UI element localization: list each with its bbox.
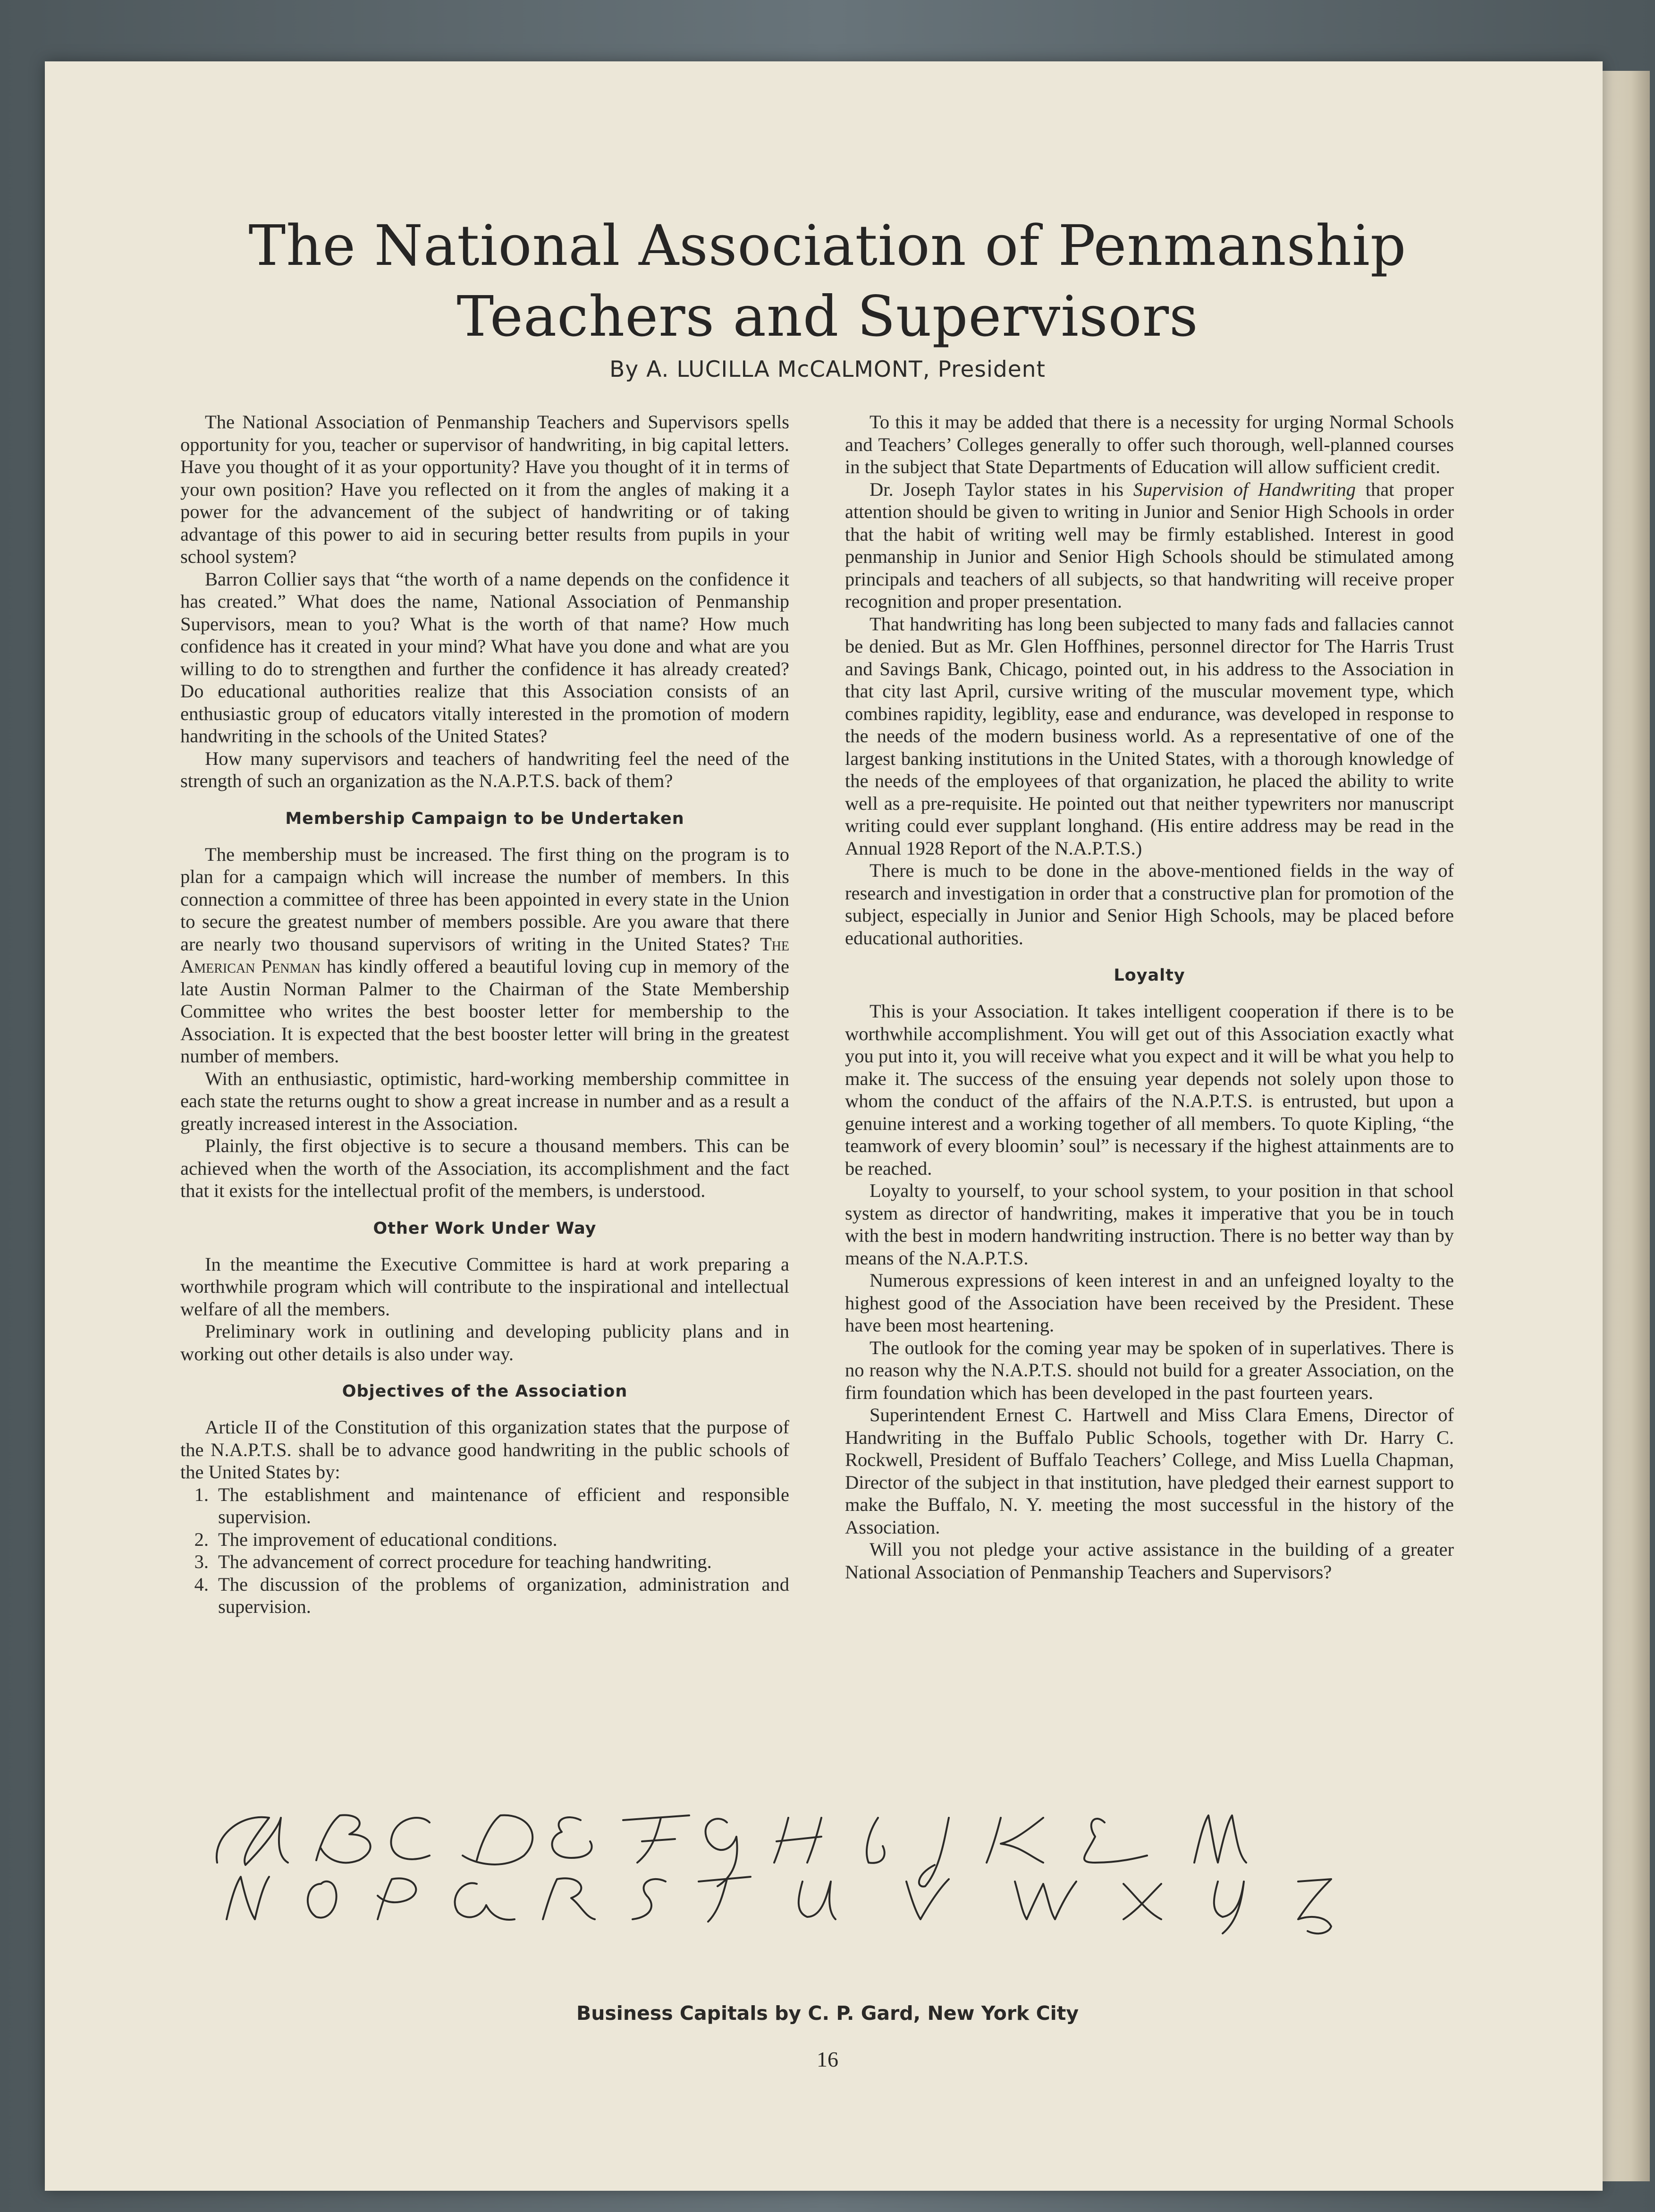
paragraph: Numerous expressions of keen interest in and an unfeigned loyalty to the highest good of the Association have been received by the President. These have been most heartening. [845, 1270, 1454, 1336]
script-letter-d [463, 1815, 532, 1865]
paragraph: The outlook for the coming year may be spoken of in superlatives. There is no reason why the N.A.P.T.S. should not build for a greater Association, on the firm foundation which has been developed in the past fourteen years. [845, 1337, 1454, 1403]
script-letter-u [799, 1881, 836, 1919]
page-number: 16 [817, 2047, 838, 2071]
paragraph: This is your Association. It takes intelligent cooperation if there is to be worthwhile accomplishment. You will get out of this Association exactly what you put into it, you will receive what you expect and it will be what you help to make it. The success of the ensuing year depends not solely upon those to whom the conduct of the affairs of the N.A.P.T.S. is entrusted, but upon a genuine interest and a working together of all members. To quote Kipling, “the teamwork of every bloomin’ soul” is necessary if the highest attainments are to be reached. [845, 1000, 1454, 1179]
paragraph: There is much to be done in the above-mentioned fields in the way of research and investigation in order that a constructive plan for promotion of the subject, especially in Junior and Senior High Schools, may be placed before educational authorities. [845, 860, 1454, 949]
script-letter-r [543, 1878, 595, 1919]
paragraph: Loyalty to yourself, to your school system, to your position in that school system as director of handwriting, makes it imperative that you be in touch with the best in modern handwriting instruction. There is no better way than by means of the N.A.P.T.S. [845, 1180, 1454, 1269]
paragraph: With an enthusiastic, optimistic, hard-working membership committee in each state the returns ought to show a great increase in number and as a result a greatly increased interest in the Association. [180, 1068, 789, 1134]
paragraph: Article II of the Constitution of this organization states that the purpose of the N.A.P.T.S. shall be to advance good handwriting in the public schools of the United States by: [180, 1416, 789, 1483]
right-column [845, 411, 1454, 1583]
script-letter-b [316, 1815, 371, 1863]
script-letter-q [455, 1883, 515, 1920]
script-letter-x [1123, 1884, 1161, 1919]
script-letter-n [227, 1877, 269, 1919]
paragraph: Preliminary work in outlining and developing publicity plans and in working out other details is also under way. [180, 1321, 789, 1364]
script-letter-z [1298, 1879, 1331, 1933]
script-letter-i [867, 1818, 885, 1863]
script-letter-y [1214, 1881, 1244, 1933]
objectives-list [180, 1483, 789, 1618]
script-letter-c [391, 1818, 430, 1859]
script-letter-v [906, 1879, 949, 1919]
paragraph: In the meantime the Executive Committee is hard at work preparing a worthwhile program which will contribute to the inspirational and intellectual welfare of all the members. [180, 1253, 789, 1320]
script-letter-j [919, 1818, 949, 1887]
list-item: 2. The improvement of educational conditions. [194, 1528, 557, 1550]
paragraph: Plainly, the first objective is to secure a thousand members. This can be achieved when the worth of the Association, its accomplishment and the fact that it exists for the intellectual profit of the members, is understood. [180, 1135, 789, 1201]
script-letter-g [706, 1819, 737, 1886]
book-title: Supervision of Handwriting [1133, 478, 1356, 500]
paragraph: That handwriting has long been subjected to many fads and fallacies cannot be denied. But as Mr. Glen Hoffhines, personnel director for The Harris Trust and Savings Bank, Chicago, pointed out, in his address to the Association in that city last April, cursive writing of the muscular movement type, which combines rapidity, legiblity, ease and endurance, was developed in response to the needs of the modern business world. As a representative of one of the largest banking institutions in the United States, with a thorough knowledge of the needs of the employees of that organization, he placed the ability to write well as a pre-requisite. He pointed out that neither typewriters nor manuscript writing could ever supplant longhand. (His entire address may be read in the Annual 1928 Report of the N.A.P.T.S.) [845, 613, 1454, 859]
list-item: 1. The establishment and maintenance of efficient and responsible supervision. [194, 1483, 789, 1527]
script-letter-s [633, 1879, 666, 1919]
list-item: 4. The discussion of the problems of organization, administration and supervision. [194, 1573, 789, 1617]
paragraph: Will you not pledge your active assistance in the building of a greater National Association of Penmanship Teachers and Supervisors? [845, 1539, 1454, 1583]
paragraph: Barron Collier says that “the worth of a name depends on the confidence it has created.” What does the name, National Association of Penmanship Supervisors, mean to you? What is the worth of that name? How much confidence has it created in your mind? What have you done and what are you willing to do to strengthen and further the confidence it has already created? Do educational authorities realize that this Association consists of an enthusiastic group of educators vitally interested in the promotion of modern handwriting in the schools of the United States? [180, 568, 789, 746]
paragraph: To this it may be added that there is a necessity for urging Normal Schools and Teachers’ Colleges generally to offer such thorough, well-planned courses in the subject that State Departments of Education will allow sufficient credit. [845, 411, 1454, 477]
section-heading-objectives: Objectives of the Association [342, 1382, 628, 1401]
script-letter-o [308, 1881, 337, 1918]
paragraph: The National Association of Penmanship Teachers and Supervisors spells opportunity for you, teacher or supervisor of handwriting, in big capital letters. Have you thought of it as your opportunity? Have you thought of it in terms of your own position? Have you reflected on it from the angles of making it a power for the advancement of the subject of handwriting or of taking advantage of this power to aid in securing better results from pupils in your school system? [180, 411, 789, 567]
section-heading-membership: Membership Campaign to be Undertaken [285, 809, 684, 828]
business-capitals-alphabet [198, 1804, 1473, 1936]
paragraph: The membership must be increased. The first thing on the program is to plan for a campaign which will increase the number of members. In this connection a committee of three has been appointed in every state in the Union to secure the greatest number of members possible. Are you aware that there are nearly two thousand supervisors of writing in the United States? The American Penman has kindly offered a beautiful loving cup in memory of the late Austin Norman Palmer to the Chairman of the State Membership Committee who writes the best booster letter for membership to the Association. It is expected that the best booster letter will bring in the greatest number of members. [180, 843, 790, 1067]
script-letter-t [699, 1877, 751, 1922]
script-letter-a [217, 1817, 288, 1865]
paragraph: How many supervisors and teachers of handwriting feel the need of the strength of such an organization as the N.A.P.T.S. back of them? [180, 747, 789, 791]
byline: By A. LUCILLA McCALMONT, President [609, 356, 1046, 382]
article-title-line-2: Teachers and Supervisors [456, 284, 1199, 349]
publication-name: The American Penman [180, 933, 790, 977]
list-item: 3. The advancement of correct procedure for teaching handwriting. [194, 1551, 712, 1572]
script-letter-f [623, 1815, 689, 1863]
script-letter-w [1015, 1881, 1076, 1919]
next-page-edge [1603, 71, 1650, 2181]
section-heading-loyalty: Loyalty [1114, 966, 1185, 985]
script-letter-p [378, 1878, 416, 1919]
left-column [180, 411, 789, 1618]
script-letter-e [552, 1817, 592, 1858]
illustration-caption: Business Capitals by C. P. Gard, New York City [576, 2002, 1079, 2025]
script-letter-m [1194, 1815, 1246, 1863]
section-heading-other-work: Other Work Under Way [373, 1219, 597, 1238]
script-letter-h [774, 1818, 821, 1863]
paragraph: Dr. Joseph Taylor states in his Supervision of Handwriting that proper attention should be given to writing in Junior and Senior High Schools in order that the habit of writing well may be firmly established. Interest in good penmanship in Junior and Senior High Schools should be stimulated among principals and teachers of all subjects, so that handwriting will receive proper recognition and proper presentation. [845, 478, 1454, 612]
script-letter-l [1084, 1819, 1147, 1863]
article-title-line-1: The National Association of Penmanship [248, 213, 1407, 278]
paragraph: Superintendent Ernest C. Hartwell and Miss Clara Emens, Director of Handwriting in the Buffalo Public Schools, together with Dr. Harry C. Rockwell, President of Buffalo Teachers’ College, and Miss Luella Chapman, Director of the subject in that institution, have pledged their earnest support to make the Buffalo, N. Y. meeting the most successful in the history of the Association. [845, 1404, 1454, 1538]
script-letter-k [987, 1818, 1043, 1863]
